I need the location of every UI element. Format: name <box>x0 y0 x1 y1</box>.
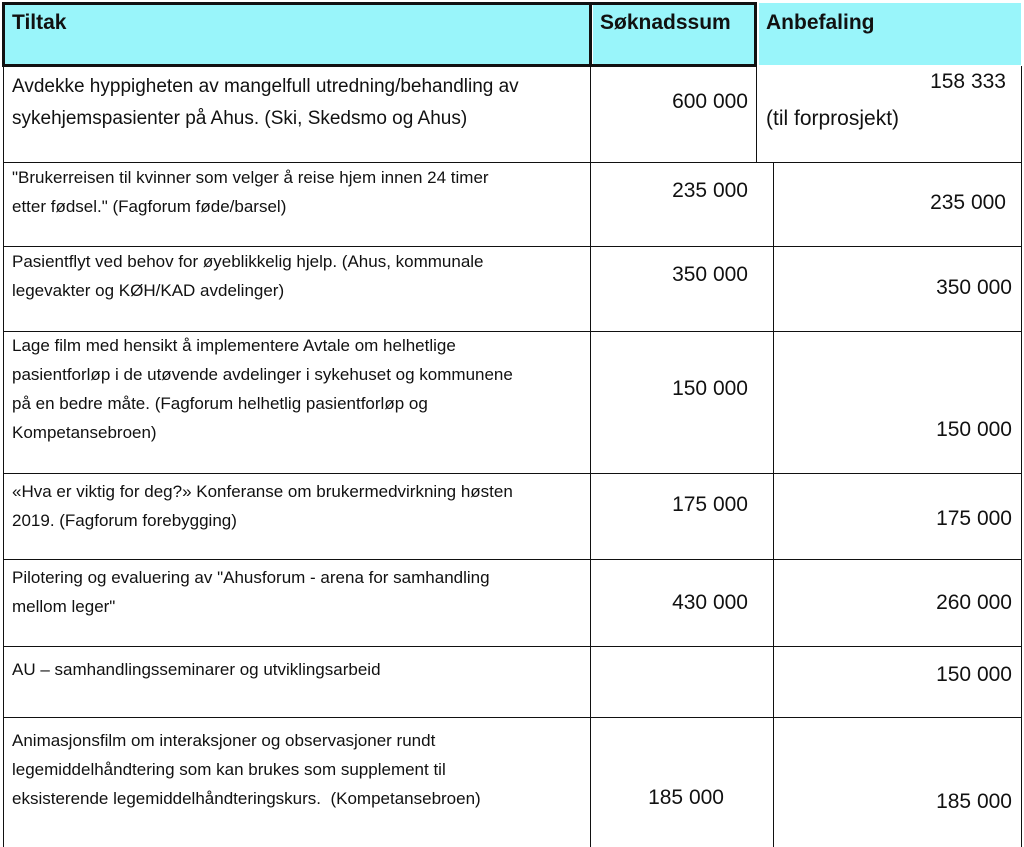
row-8-soknadssum: 185 000 <box>648 786 724 809</box>
header-tiltak: Tiltak <box>12 11 67 34</box>
row-6-anbefaling: 260 000 <box>936 591 1012 614</box>
left-border <box>3 66 4 847</box>
row-2-anbefaling: 235 000 <box>930 191 1006 214</box>
row-2-soknadssum: 235 000 <box>672 179 748 202</box>
row-1-anbefaling-note: (til forprosjekt) <box>766 107 900 130</box>
row-4-soknadssum: 150 000 <box>672 377 748 400</box>
column-divider-2 <box>756 66 757 162</box>
row-4-anbefaling: 150 000 <box>936 418 1012 441</box>
row-8-tiltak: Animasjonsfilm om interaksjoner og observasjoner rundt legemiddelhåndtering som kan brukes som supplement til eksisterende legemiddelhåndteringskurs. (Kompetansebroen) <box>12 731 481 808</box>
row-1-anbefaling: 158 333 <box>930 70 1006 93</box>
row-4-tiltak: Lage film med hensikt å implementere Avtale om helhetlige pasientforløp i de utøvende avdelinger i sykehuset og kommunene på en bedre måte. (Fagforum helhetlig pasientforløp og Kompetansebroen) <box>12 336 513 442</box>
column-divider-2b <box>773 162 774 847</box>
right-border <box>1021 66 1022 847</box>
row-3-soknadssum: 350 000 <box>672 263 748 286</box>
row-2-tiltak: "Brukerreisen til kvinner som velger å reise hjem innen 24 timer etter fødsel." (Fagforum føde/barsel) <box>12 168 489 216</box>
header-left-border <box>2 2 5 67</box>
header-bottom-border <box>2 64 757 67</box>
column-divider-1 <box>590 66 591 847</box>
header-cell-tiltak <box>4 3 590 65</box>
row-3-tiltak: Pasientflyt ved behov for øyeblikkelig hjelp. (Ahus, kommunale legevakter og KØH/KAD avdelinger) <box>12 252 484 300</box>
row-5-anbefaling: 175 000 <box>936 507 1012 530</box>
row-1-tiltak: Avdekke hyppigheten av mangelfull utredning/behandling av sykehjemspasienter på Ahus. (Ski, Skedsmo og Ahus) <box>12 76 519 129</box>
row-separator <box>3 473 1022 474</box>
row-6-soknadssum: 430 000 <box>672 591 748 614</box>
row-separator <box>3 646 1022 647</box>
row-7-tiltak: AU – samhandlingsseminarer og utviklingsarbeid <box>12 660 381 679</box>
header-divider-1 <box>589 2 592 67</box>
row-5-soknadssum: 175 000 <box>672 493 748 516</box>
row-1-soknadssum: 600 000 <box>672 90 748 113</box>
header-top-border <box>2 2 757 5</box>
header-divider-2 <box>754 2 757 67</box>
row-3-anbefaling: 350 000 <box>936 276 1012 299</box>
header-anbefaling: Anbefaling <box>766 11 875 34</box>
row-separator <box>3 559 1022 560</box>
header-soknadssum: Søknadssum <box>600 11 731 34</box>
row-separator <box>3 717 1022 718</box>
row-8-anbefaling: 185 000 <box>936 790 1012 813</box>
row-5-tiltak: «Hva er viktig for deg?» Konferanse om brukermedvirkning høsten 2019. (Fagforum forebygging) <box>12 482 513 530</box>
row-7-anbefaling: 150 000 <box>936 663 1012 686</box>
row-6-tiltak: Pilotering og evaluering av "Ahusforum - arena for samhandling mellom leger" <box>12 568 490 616</box>
